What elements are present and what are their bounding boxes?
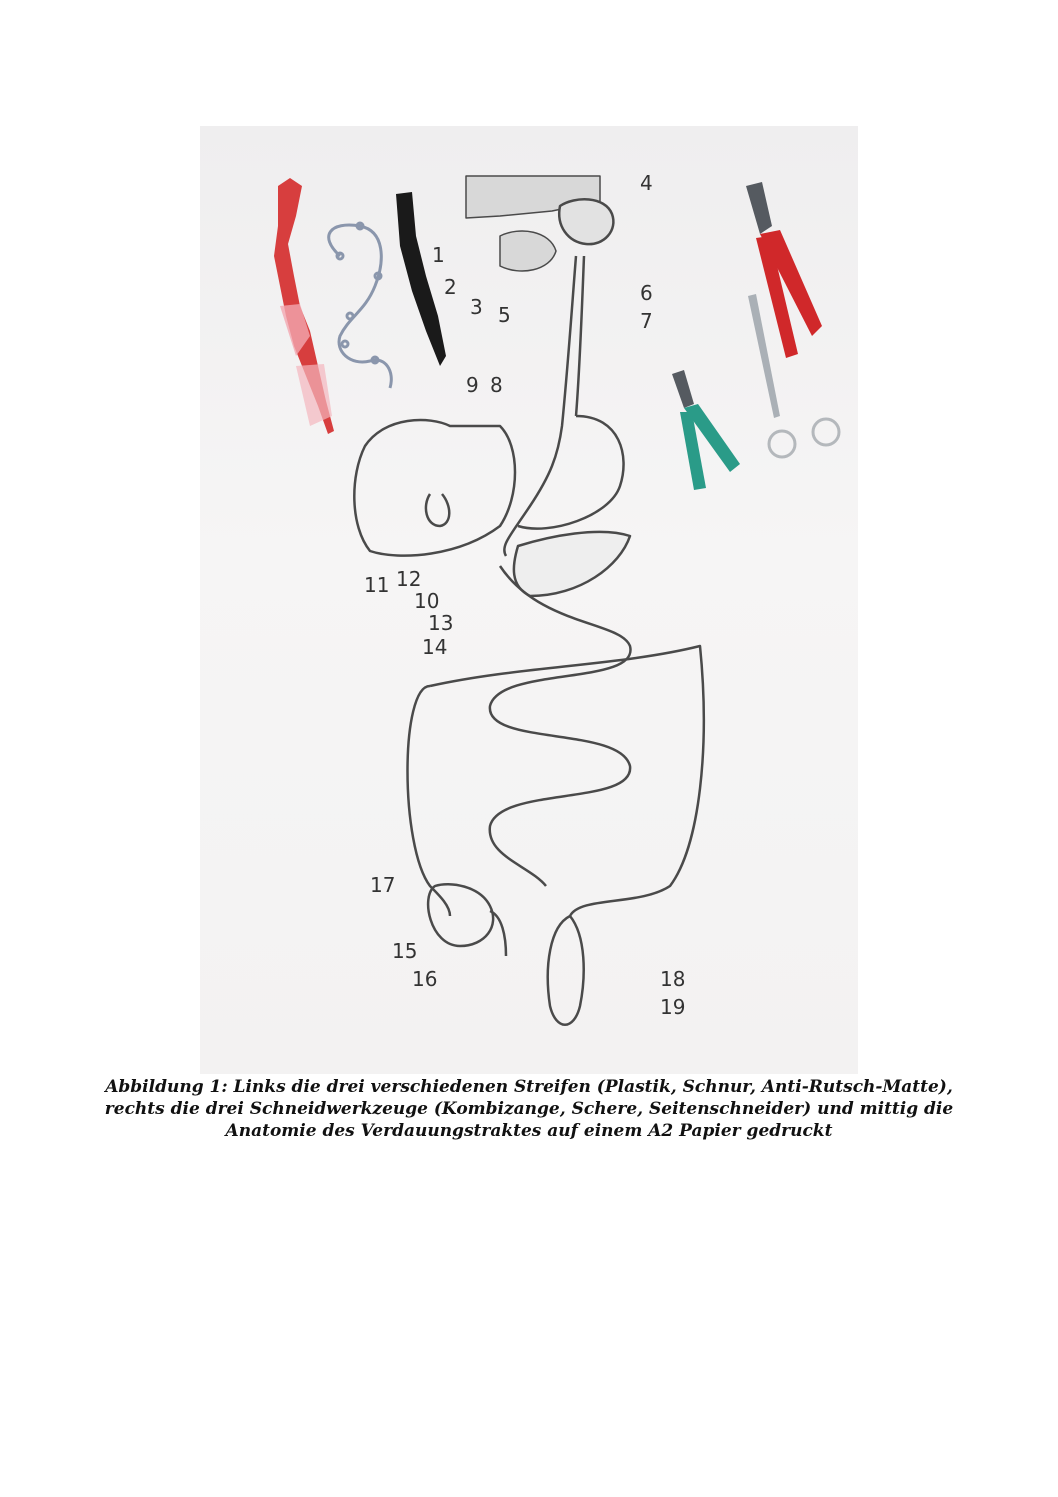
figure-label-6: 6 <box>640 281 653 305</box>
caption-line-3: Anatomie des Verdauungstraktes auf einem A2 Papier gedruckt <box>225 1121 833 1141</box>
figure-label-3: 3 <box>470 295 483 319</box>
figure-photo <box>200 126 858 1074</box>
figure-label-18: 18 <box>660 967 686 991</box>
figure-caption <box>100 1076 958 1142</box>
plastic-strip <box>274 178 334 434</box>
figure-label-19: 19 <box>660 995 686 1019</box>
anti-slip-mat-strip <box>396 192 446 366</box>
figure-label-17: 17 <box>370 873 396 897</box>
scissors <box>748 294 839 457</box>
figure-label-5: 5 <box>498 303 511 327</box>
figure-label-13: 13 <box>428 611 454 635</box>
figure-label-15: 15 <box>392 939 418 963</box>
figure-label-1: 1 <box>432 243 445 267</box>
figure-label-8: 8 <box>490 373 503 397</box>
figure-label-14: 14 <box>422 635 448 659</box>
anatomy-photo-illustration <box>200 126 858 1074</box>
figure-label-10: 10 <box>414 589 440 613</box>
figure-label-9: 9 <box>466 373 479 397</box>
caption-line-2: rechts die drei Schneidwerkzeuge (Kombizange, Schere, Seitenschneider) und mittig die <box>104 1099 954 1119</box>
figure-label-4: 4 <box>640 171 653 195</box>
cord-strip <box>329 223 392 388</box>
caption-line-1: Abbildung 1: Links die drei verschiedenen Streifen (Plastik, Schnur, Anti-Rutsch-Matte), <box>105 1077 953 1097</box>
figure-label-2: 2 <box>444 275 457 299</box>
figure-label-7: 7 <box>640 309 653 333</box>
figure-label-16: 16 <box>412 967 438 991</box>
figure-label-12: 12 <box>396 567 422 591</box>
side-cutter <box>672 370 740 490</box>
figure-label-11: 11 <box>364 573 390 597</box>
